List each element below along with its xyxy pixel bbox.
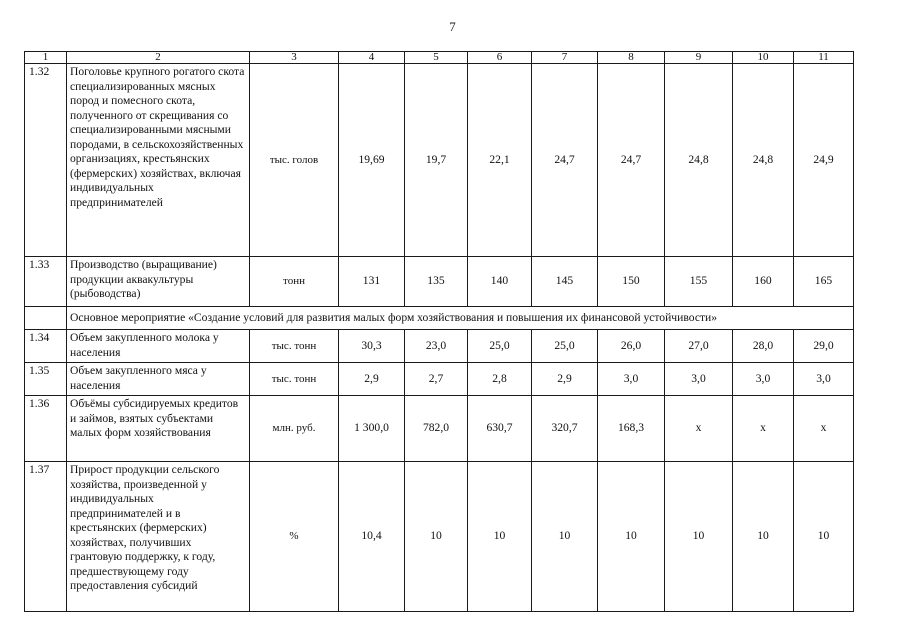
- value-cell: 155: [665, 257, 733, 307]
- value-cell: 10: [405, 462, 468, 612]
- value-cell: 30,3: [339, 330, 405, 363]
- value-cell: 24,7: [532, 64, 598, 257]
- value-cell: 630,7: [468, 396, 532, 462]
- unit-cell: тонн: [250, 257, 339, 307]
- value-cell: 25,0: [468, 330, 532, 363]
- value-cell: 27,0: [665, 330, 733, 363]
- column-header: 10: [733, 52, 794, 64]
- value-cell: 131: [339, 257, 405, 307]
- value-cell: 320,7: [532, 396, 598, 462]
- section-title: Основное мероприятие «Создание условий для развития малых форм хозяйствования и повышения их финансовой устойчивости»: [67, 307, 854, 330]
- value-cell: 2,8: [468, 363, 532, 396]
- value-cell: 24,9: [794, 64, 854, 257]
- value-cell: 29,0: [794, 330, 854, 363]
- column-number-row: [25, 52, 854, 64]
- unit-cell: тыс. голов: [250, 64, 339, 257]
- unit-cell: млн. руб.: [250, 396, 339, 462]
- column-header: 8: [598, 52, 665, 64]
- table-row: [25, 462, 854, 612]
- table-row: [25, 363, 854, 396]
- value-cell: 24,8: [665, 64, 733, 257]
- row-number: 1.35: [25, 363, 67, 396]
- row-number: 1.32: [25, 64, 67, 257]
- value-cell: 168,3: [598, 396, 665, 462]
- column-header: 3: [250, 52, 339, 64]
- value-cell: 10: [468, 462, 532, 612]
- value-cell: 25,0: [532, 330, 598, 363]
- section-row: [25, 307, 854, 330]
- indicator-name: Объем закупленного молока у населения: [67, 330, 250, 363]
- value-cell: 10: [665, 462, 733, 612]
- value-cell: 24,7: [598, 64, 665, 257]
- value-cell: 19,69: [339, 64, 405, 257]
- column-header: 2: [67, 52, 250, 64]
- value-cell: 3,0: [598, 363, 665, 396]
- row-number: 1.36: [25, 396, 67, 462]
- row-number: 1.33: [25, 257, 67, 307]
- column-header: 1: [25, 52, 67, 64]
- value-cell: 140: [468, 257, 532, 307]
- value-cell: 2,9: [339, 363, 405, 396]
- value-cell: 10: [794, 462, 854, 612]
- table-row: [25, 257, 854, 307]
- value-cell: 782,0: [405, 396, 468, 462]
- value-cell: 23,0: [405, 330, 468, 363]
- value-cell: 3,0: [665, 363, 733, 396]
- value-cell: 22,1: [468, 64, 532, 257]
- indicator-name: Прирост продукции сельского хозяйства, произведенной у индивидуальных предпринимателей и в крестьянских (фермерских) хозяйствах, получивших грантовую поддержку, к году, предшествующему году предоставления субсидий: [67, 462, 250, 612]
- indicator-name: Объем закупленного мяса у населения: [67, 363, 250, 396]
- value-cell: 3,0: [794, 363, 854, 396]
- value-cell: 165: [794, 257, 854, 307]
- column-header: 5: [405, 52, 468, 64]
- value-cell: 26,0: [598, 330, 665, 363]
- value-cell: 10: [733, 462, 794, 612]
- column-header: 6: [468, 52, 532, 64]
- unit-cell: %: [250, 462, 339, 612]
- value-cell: 10: [598, 462, 665, 612]
- column-header: 11: [794, 52, 854, 64]
- indicator-name: Производство (выращивание) продукции аквакультуры (рыбоводства): [67, 257, 250, 307]
- value-cell: 10: [532, 462, 598, 612]
- value-cell: х: [733, 396, 794, 462]
- unit-cell: тыс. тонн: [250, 330, 339, 363]
- column-header: 9: [665, 52, 733, 64]
- column-header: 7: [532, 52, 598, 64]
- column-header: 4: [339, 52, 405, 64]
- row-number: 1.34: [25, 330, 67, 363]
- unit-cell: тыс. тонн: [250, 363, 339, 396]
- value-cell: 145: [532, 257, 598, 307]
- table-row: [25, 64, 854, 257]
- value-cell: х: [665, 396, 733, 462]
- value-cell: 150: [598, 257, 665, 307]
- row-number: 1.37: [25, 462, 67, 612]
- table-body: [25, 52, 854, 612]
- page-number: 7: [449, 19, 456, 34]
- value-cell: 10,4: [339, 462, 405, 612]
- value-cell: 3,0: [733, 363, 794, 396]
- indicator-name: Поголовье крупного рогатого скота специализированных мясных пород и помесного скота, полученного от скрещивания со специализированными мясными породами, в сельскохозяйственных организациях, крестьянских (фермерских) хозяйствах, включая индивидуальных предпринимателей: [67, 64, 250, 257]
- indicator-name: Объёмы субсидируемых кредитов и займов, взятых субъектами малых форм хозяйствования: [67, 396, 250, 462]
- table-row: [25, 396, 854, 462]
- value-cell: 2,9: [532, 363, 598, 396]
- value-cell: 1 300,0: [339, 396, 405, 462]
- value-cell: 28,0: [733, 330, 794, 363]
- value-cell: 24,8: [733, 64, 794, 257]
- value-cell: 160: [733, 257, 794, 307]
- value-cell: 2,7: [405, 363, 468, 396]
- section-number-cell: [25, 307, 67, 330]
- table-row: [25, 330, 854, 363]
- indicators-table: [24, 51, 854, 612]
- value-cell: 135: [405, 257, 468, 307]
- value-cell: 19,7: [405, 64, 468, 257]
- value-cell: х: [794, 396, 854, 462]
